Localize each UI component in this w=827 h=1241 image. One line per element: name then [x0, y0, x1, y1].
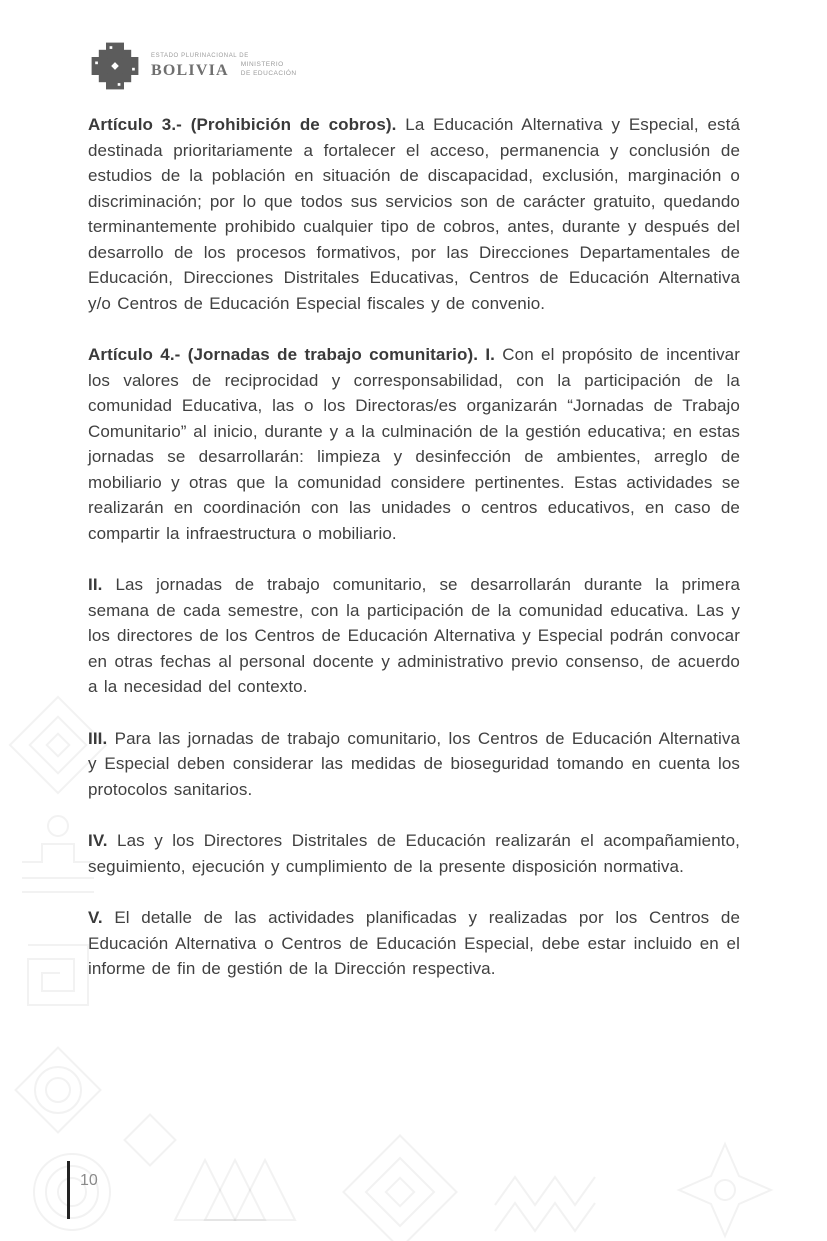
paragraph-section-iv [88, 828, 740, 879]
logo-state-label: ESTADO PLURINACIONAL DE [151, 53, 249, 60]
paragraph-text: La Educación Alternativa y Especial, está destinada prioritariamente a fortalecer el acceso, permanencia y conclusión de estudios de la población en situación de discapacidad, exclusión, marginación o discriminación; por lo que todos sus servicios son de carácter gratuito, quedando terminantemente prohibido cualquier tipo de cobros, antes, durante y después del desarrollo de los procesos formativos, por las Direcciones Departamentales de Educación, Direcciones Distritales Educativas, Centros de Educación Alternativa y/o Centros de Educación Especial fiscales y de convenio. [88, 115, 741, 313]
page-number: 10 [80, 1172, 98, 1189]
paragraph-lead: IV. [88, 831, 108, 850]
paragraph-text: Las y los Directores Distritales de Educación realizarán el acompañamiento, seguimiento, ejecución y cumplimiento de la presente disposición normativa. [88, 831, 740, 876]
paragraph-text: Las jornadas de trabajo comunitario, se desarrollarán durante la primera semana de cada semestre, con la participación de la comunidad educativa. Las y los directores de los Centros de Educación Alternativa y Especial podrán convocar en otras fechas al personal docente y administrativo previo consenso, de acuerdo a la necesidad del contexto. [88, 575, 741, 696]
paragraph-lead: Artículo 4.- (Jornadas de trabajo comunitario). I. [88, 345, 495, 364]
ministry-logo [88, 42, 297, 90]
page-number-rule [67, 1161, 70, 1219]
logo-ministry-label [241, 61, 297, 79]
paragraph-text: El detalle de las actividades planificadas y realizadas por los Centros de Educación Alternativa o Centros de Educación Especial, debe estar incluido en el informe de fin de gestión de la Dirección respectiva. [88, 908, 740, 978]
paragraph-section-ii [88, 572, 740, 700]
logo-ministry-line2: DE EDUCACIÓN [240, 69, 297, 77]
chakana-emblem-icon [88, 42, 142, 90]
paragraph-lead: II. [88, 575, 103, 594]
paragraph-lead: III. [88, 728, 108, 748]
paragraph-text: Con el propósito de incentivar los valores de reciprocidad y corresponsabilidad, con la participación de la comunidad Educativa, las o los Directoras/es organizarán “Jornadas de Trabajo Comunitario” al inicio, durante y a la culminación de la gestión educativa; en estas jornadas se desarrollarán: limpieza y desinfección de ambientes, arreglo de mobiliario y otras que la comunidad considere pertinentes. Estas actividades se realizarán en coordinación con las unidades o centros educativos, en caso de compartir la infraestructura o mobiliario. [88, 345, 740, 543]
logo-country-name: BOLIVIA [151, 61, 229, 79]
paragraph-lead: Artículo 3.- (Prohibición de cobros). [88, 115, 397, 134]
logo-ministry-line1: MINISTERIO [240, 61, 284, 69]
document-body [88, 112, 740, 1008]
paragraph-lead: V. [88, 908, 103, 927]
paragraph-section-iii [88, 726, 740, 803]
paragraph-articulo-4 [88, 342, 740, 546]
paragraph-text: Para las jornadas de trabajo comunitario, los Centros de Educación Alternativa y Especial deben considerar las medidas de bioseguridad tomando en cuenta los protocolos sanitarios. [88, 728, 740, 799]
paragraph-section-v [88, 905, 740, 982]
logo-text-block [151, 53, 297, 79]
paragraph-articulo-3 [88, 112, 740, 316]
